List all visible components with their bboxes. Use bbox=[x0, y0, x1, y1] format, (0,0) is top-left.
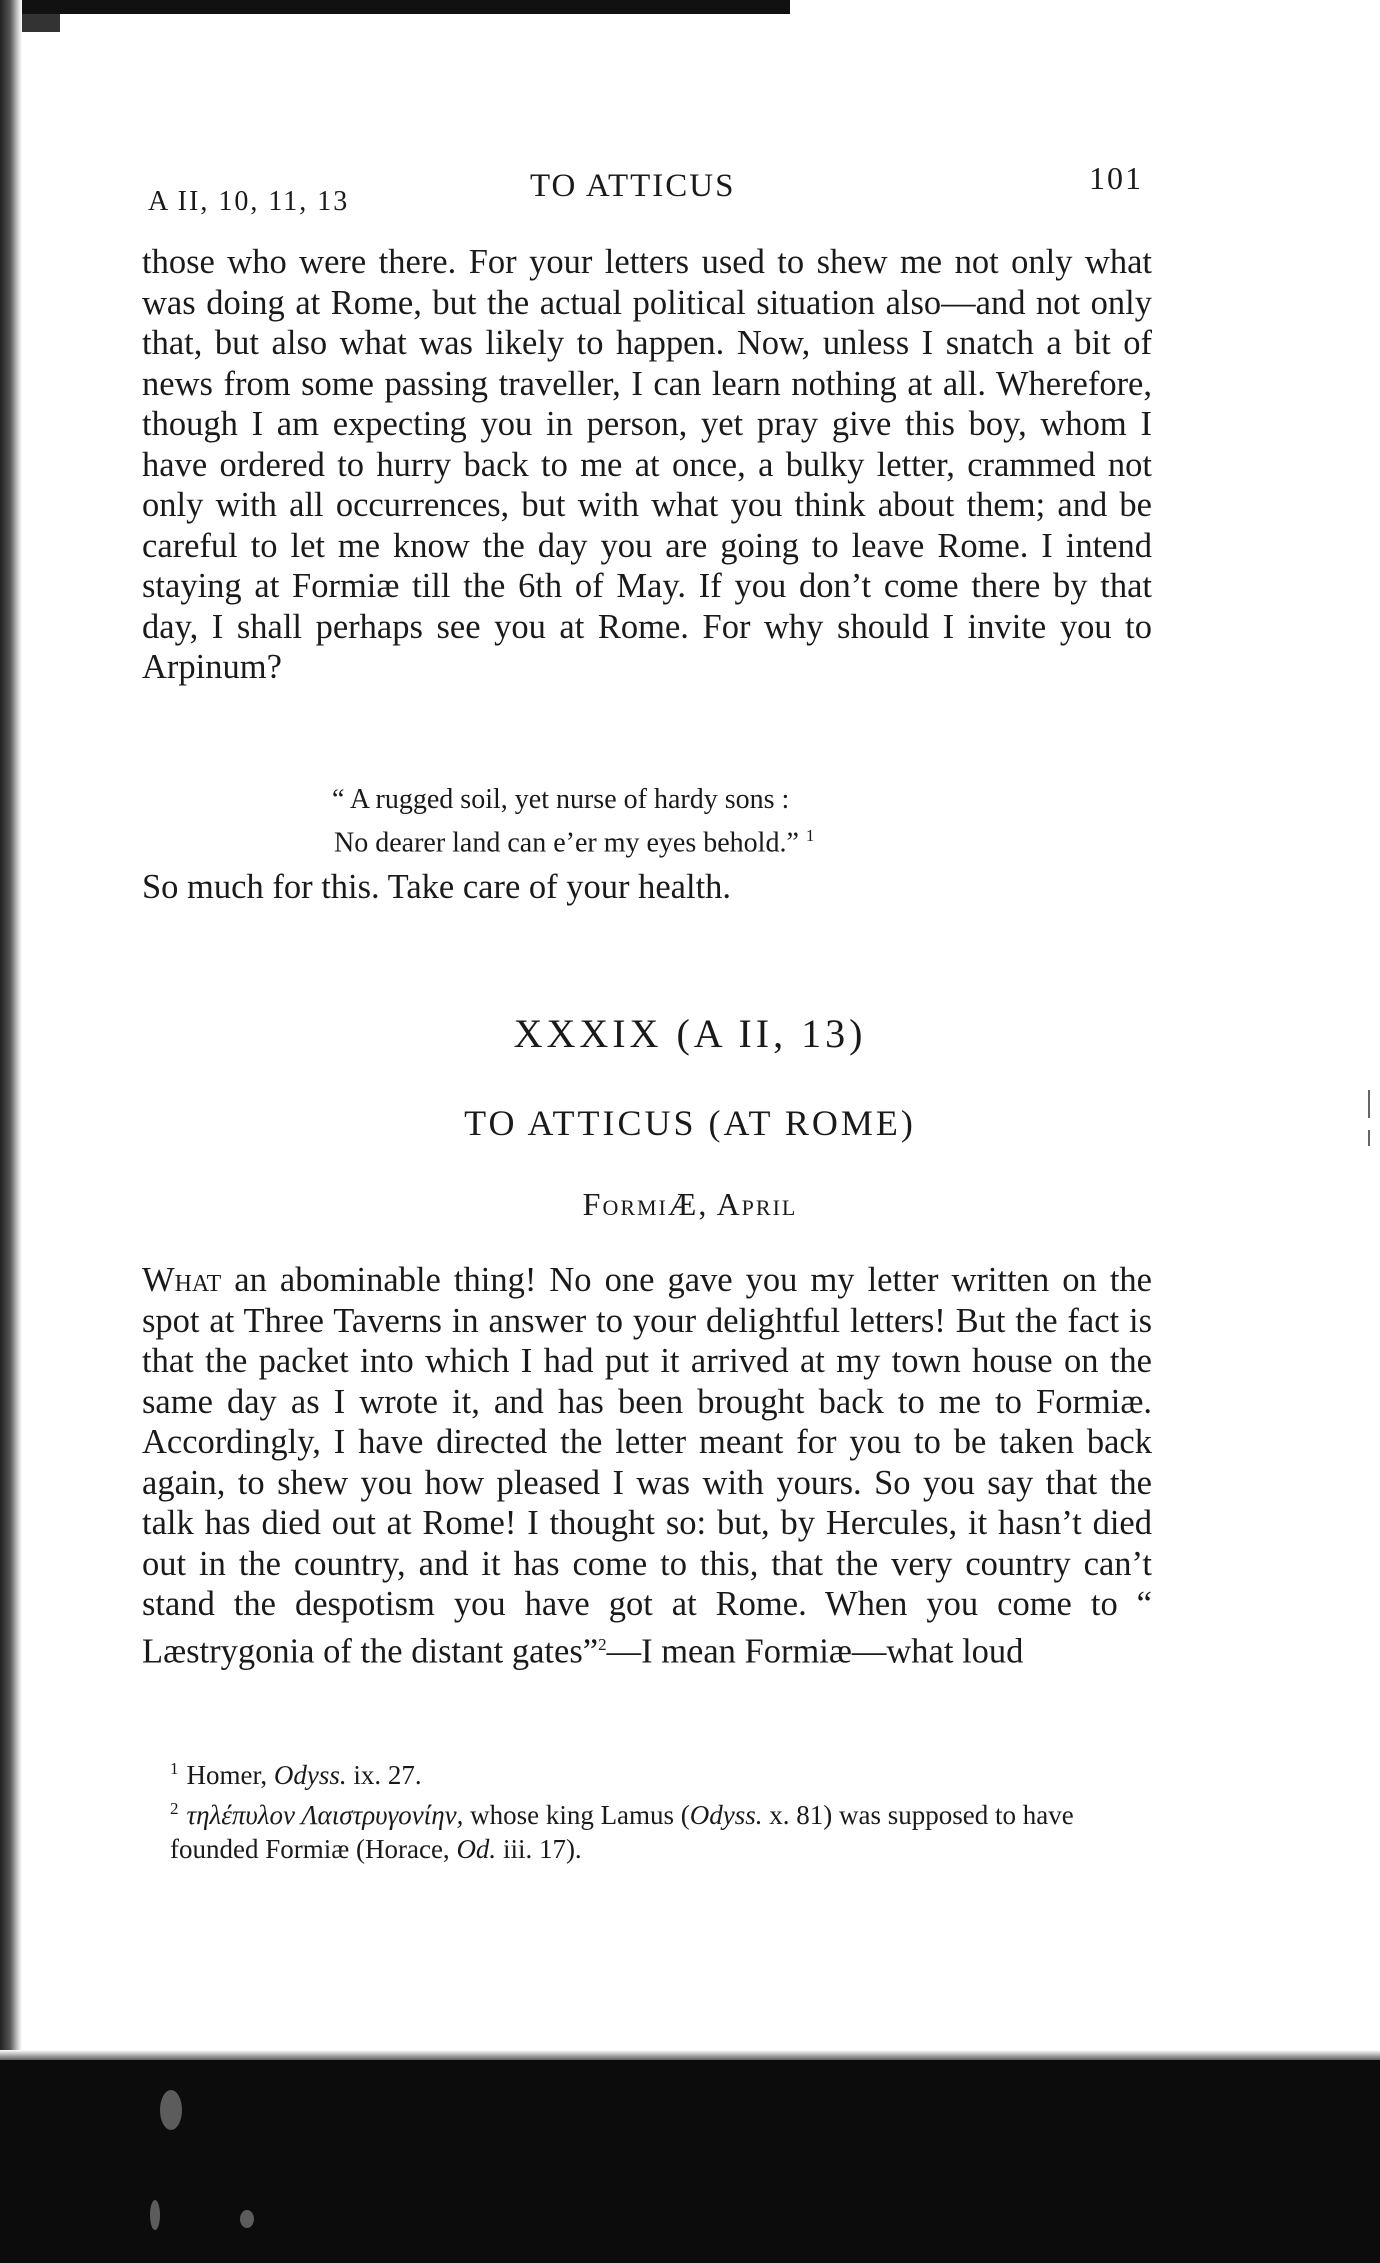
verse-quotation bbox=[332, 782, 814, 861]
header-title: TO ATTICUS bbox=[530, 168, 736, 204]
footnote-2 bbox=[140, 1792, 1152, 1866]
footnote-2-work-2: Od. bbox=[456, 1834, 497, 1864]
scan-bottom-band bbox=[0, 2060, 1380, 2263]
footnote-2-greek: τηλέπυλον Λαιστρυγονίην, bbox=[186, 1800, 464, 1830]
letter-number: XXXIX (A II, 13) bbox=[513, 1011, 867, 1056]
footnote-1 bbox=[140, 1752, 1152, 1792]
footnote-1-work: Odyss. bbox=[273, 1760, 347, 1790]
letter-place-date: FormiÆ, April bbox=[582, 1186, 798, 1222]
footnote-2-text: whose king Lamus ( bbox=[463, 1800, 690, 1830]
letter-body bbox=[142, 1260, 1152, 1672]
paragraph-2-text-end: —I mean Formiæ—what loud bbox=[606, 1632, 1024, 1670]
footnote-1-rest: ix. 27. bbox=[346, 1760, 422, 1790]
footnote-ref-1: 1 bbox=[805, 826, 815, 845]
letter-addressee: TO ATTICUS (AT ROME) bbox=[464, 1103, 916, 1143]
verse-line-2 bbox=[334, 818, 814, 861]
scan-smudge bbox=[160, 2090, 182, 2130]
scan-top-edge bbox=[0, 0, 790, 14]
footnotes bbox=[140, 1752, 1152, 1866]
footnote-2-text-2: x. 81) was supposed to have founded Formiæ (Horace, bbox=[170, 1800, 1074, 1864]
scan-smudge bbox=[240, 2210, 254, 2228]
footnote-2-mark: 2 bbox=[170, 1799, 179, 1818]
paragraph-1: those who were there. For your letters used to shew me not only what was doing at Rome, but the actual political situation also—and not only that, but also what was likely to happen. Now, unless I snatch a bit of news from some passing traveller, I can learn nothing at all. Wherefore, though I am expecting you in person, yet pray give this boy, whom I have ordered to hurry back to me at once, a bulky letter, crammed not only with all occurrences, but with what you think about them; and be careful to let me know the day you are going to leave Rome. I intend staying at Formiæ till the 6th of May. If you don’t come there by that day, I shall perhaps see you at Rome. For why should I invite you to Arpinum? bbox=[142, 243, 1152, 686]
footnote-2-text-3: iii. 17). bbox=[496, 1834, 582, 1864]
header-reference: A II, 10, 11, 13 bbox=[148, 186, 350, 217]
paragraph-2-lead: What bbox=[142, 1261, 222, 1299]
paragraph-2-text: an abominable thing! No one gave you my letter written on the spot at Three Taverns in answer to your delightful letters! But the fact is that the packet into which I had put it arrived at my town house on the same day as I wrote it, and has been brought back to me to Formiæ. Accordingly, I have directed the letter meant for you to be taken back again, to shew you how pleased I was with yours. So you say that the talk has died out at Rome! I thought so: but, by Hercules, it hasn’t died out in the country, and it has come to this, that the very country can’t stand the despotism you have got at Rome. When you come to “ Læstrygonia of the distant gates” bbox=[142, 1261, 1152, 1670]
scan-smudge bbox=[150, 2200, 160, 2230]
paragraph-2 bbox=[142, 1260, 1152, 1672]
footnote-ref-2: 2 bbox=[598, 1634, 607, 1654]
verse-line-1: “ A rugged soil, yet nurse of hardy sons : bbox=[332, 784, 790, 815]
verse-line-2-text: No dearer land can e’er my eyes behold.” bbox=[334, 827, 799, 859]
footnote-2-work: Odyss. bbox=[689, 1800, 763, 1830]
running-header bbox=[148, 160, 1148, 217]
page-number: 101 bbox=[1089, 160, 1143, 196]
footnote-1-mark: 1 bbox=[170, 1759, 179, 1778]
continued-paragraph bbox=[142, 242, 1152, 688]
footnote-1-text: Homer, bbox=[186, 1760, 274, 1790]
closing-line: So much for this. Take care of your health. bbox=[142, 868, 732, 906]
